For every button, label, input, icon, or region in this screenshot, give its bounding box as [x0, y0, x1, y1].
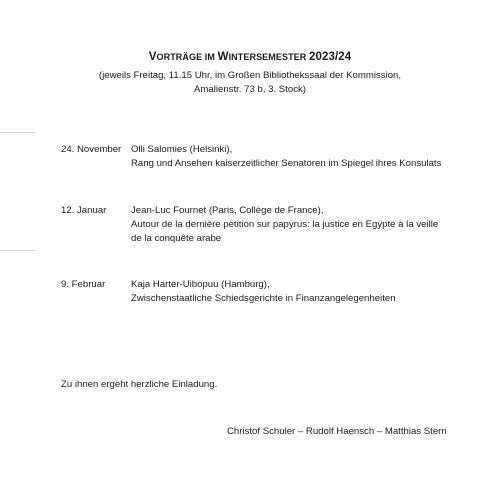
lecture-date: 9. Februar: [61, 279, 106, 290]
lecture-title-line: Autour de la dernière pétition sur papyrus: la justice en Egypte à la veille: [131, 219, 439, 230]
lecture-speaker: Jean-Luc Fournet (Paris, Collège de France),: [131, 205, 324, 216]
margin-rule: [0, 132, 36, 133]
lecture-entry: [131, 204, 461, 246]
lecture-entry: [131, 143, 461, 171]
lecture-date: 24. November: [61, 144, 122, 155]
lecture-entry: [131, 278, 461, 306]
invitation-text: Zu ihnen ergeht herzliche Einladung.: [61, 379, 218, 390]
margin-rule: [0, 250, 36, 251]
lecture-title-line: Rang und Ansehen kaiserzeitlicher Senatoren im Spiegel ihres Konsulats: [131, 158, 442, 169]
signatures: Christof Schuler – Rudolf Haensch – Matthias Stern: [227, 426, 447, 437]
page-title: [0, 51, 500, 63]
title-part: V: [148, 51, 157, 63]
lecture-title-line: Zwischenstaatliche Schiedsgerichte in Finanzangelegenheiten: [131, 293, 396, 304]
subtitle-line-1: (jeweils Freitag, 11.15 Uhr, im Großen Bibliothekssaal der Kommission,: [98, 70, 402, 81]
lecture-speaker: Kaja Harter-Uibopuu (Hamburg),: [131, 279, 270, 290]
title-part: W: [217, 51, 229, 63]
lecture-date: 12. Januar: [61, 205, 107, 216]
title-part: 2023/24: [309, 51, 352, 63]
subtitle-line-2: Amalienstr. 73 b, 3. Stock): [194, 84, 306, 95]
title-part: ORTRÄGE IM: [156, 52, 218, 62]
lecture-speaker: Olli Salomies (Helsinki),: [131, 144, 233, 155]
lecture-title-line: de la conquête arabe: [131, 233, 222, 244]
title-part: INTERSEMESTER: [228, 52, 309, 62]
